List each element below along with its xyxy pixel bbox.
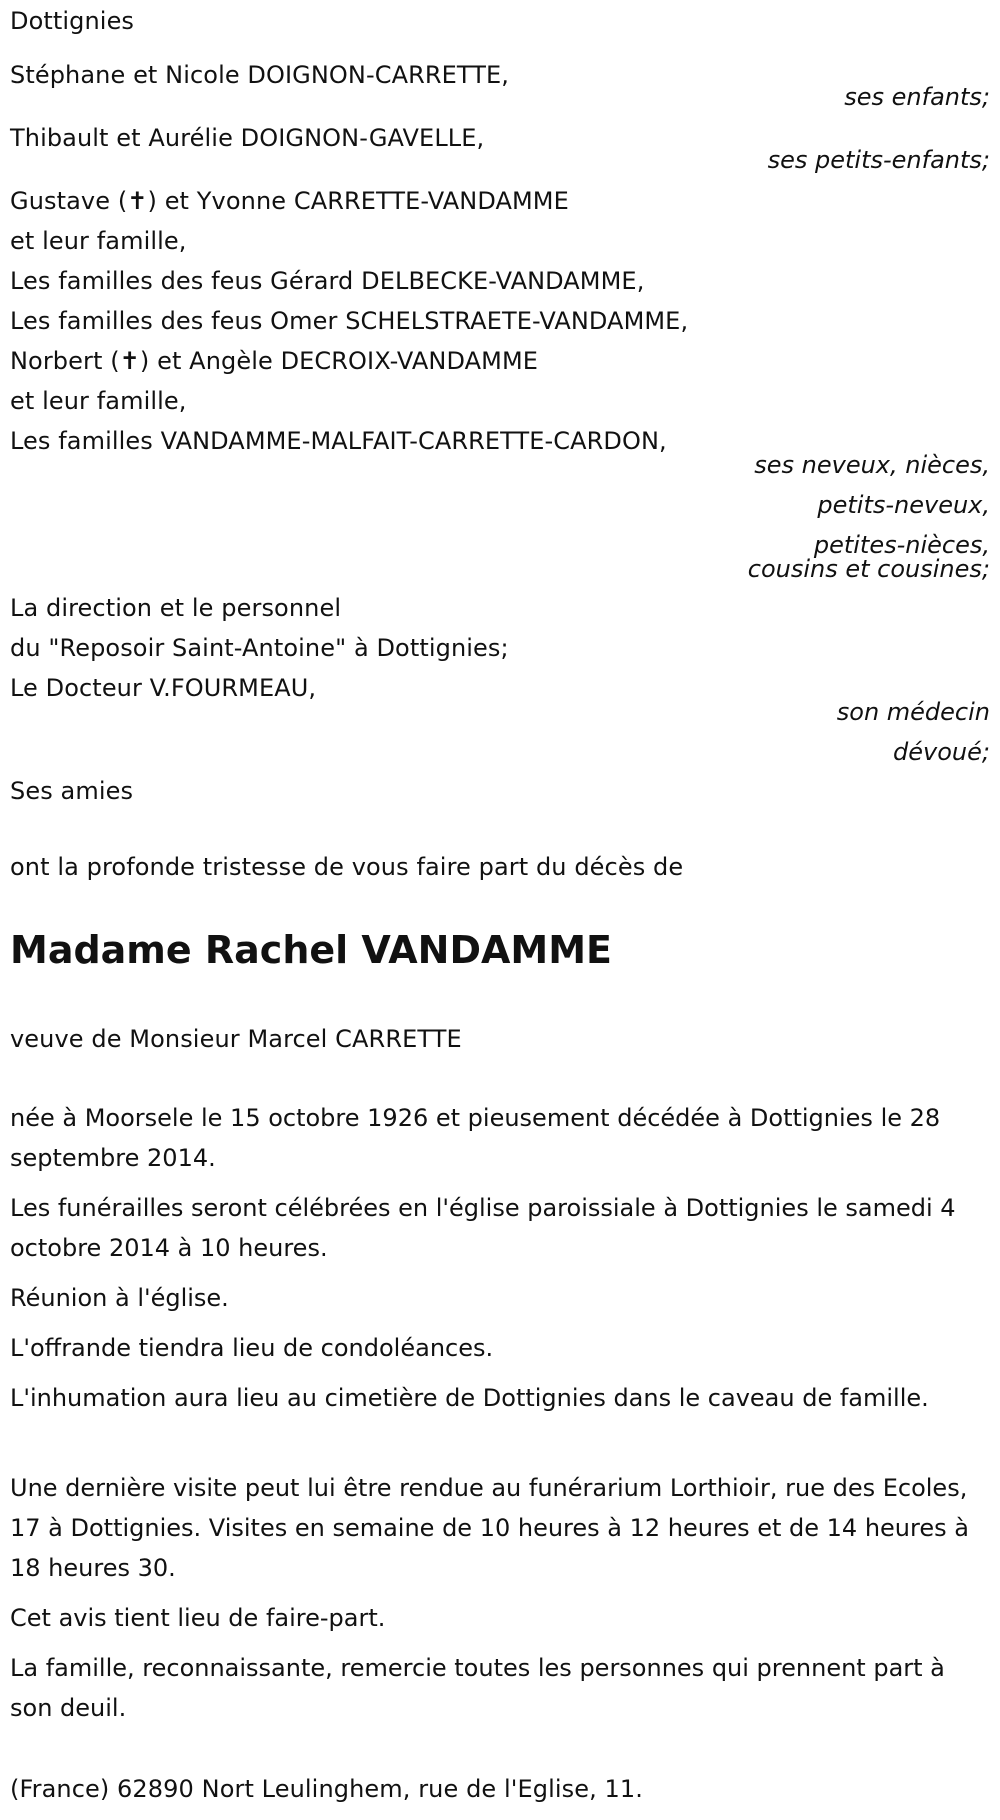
- family-line-children: Stéphane et Nicole DOIGNON-CARRETTE,: [10, 61, 510, 89]
- family-line-norbert-family: et leur famille,: [10, 387, 187, 415]
- relation-grand-nephews: petits-neveux,: [817, 491, 990, 519]
- family-line-gustave-family: et leur famille,: [10, 227, 187, 255]
- thanks-paragraph: La famille, reconnaissante, remercie toutes les personnes qui prennent part à son deuil.: [10, 1654, 945, 1722]
- family-line-direction: La direction et le personnel: [10, 594, 342, 622]
- meeting-paragraph: Réunion à l'église.: [10, 1284, 229, 1312]
- family-line-delbecke: Les familles des feus Gérard DELBECKE-VANDAMME,: [10, 267, 645, 295]
- location-heading: Dottignies: [10, 7, 135, 35]
- funeral-paragraph: Les funérailles seront célébrées en l'église paroissiale à Dottignies le samedi 4 octobre 2014 à 10 heures.: [10, 1194, 956, 1262]
- family-line-reposoir: du "Reposoir Saint-Antoine" à Dottignies;: [10, 634, 509, 662]
- notice-paragraph: Cet avis tient lieu de faire-part.: [10, 1604, 386, 1632]
- visit-paragraph: Une dernière visite peut lui être rendue au funérarium Lorthioir, rue des Ecoles, 17 à Dottignies. Visites en semaine de 10 heures à 12 heures et de 14 heures à 18 heures 30.: [10, 1474, 969, 1582]
- relation-cousins: cousins et cousines;: [747, 555, 990, 583]
- burial-paragraph: L'inhumation aura lieu au cimetière de Dottignies dans le caveau de famille.: [10, 1384, 929, 1412]
- family-line-doctor: Le Docteur V.FOURMEAU,: [10, 674, 317, 702]
- family-line-friends: Ses amies: [10, 777, 134, 805]
- relation-devoted: dévoué;: [893, 738, 990, 766]
- widow-of-text: veuve de Monsieur Marcel CARRETTE: [10, 1025, 462, 1053]
- offering-paragraph: L'offrande tiendra lieu de condoléances.: [10, 1334, 494, 1362]
- birth-death-paragraph: née à Moorsele le 15 octobre 1926 et pieusement décédée à Dottignies le 28 septembre 2014.: [10, 1104, 941, 1172]
- family-line-schelstraete: Les familles des feus Omer SCHELSTRAETE-VANDAMME,: [10, 307, 689, 335]
- relation-children: ses enfants;: [844, 83, 990, 111]
- family-line-gustave: Gustave (✝) et Yvonne CARRETTE-VANDAMME: [10, 187, 569, 215]
- relation-grand-nieces: petites-nièces,: [813, 531, 990, 559]
- deceased-name: Madame Rachel VANDAMME: [10, 928, 612, 972]
- family-line-vandamme-families: Les familles VANDAMME-MALFAIT-CARRETTE-CARDON,: [10, 427, 667, 455]
- family-line-grandchildren: Thibault et Aurélie DOIGNON-GAVELLE,: [10, 124, 485, 152]
- announcement-text: ont la profonde tristesse de vous faire part du décès de: [10, 853, 684, 881]
- relation-doctor: son médecin: [836, 698, 990, 726]
- family-line-norbert: Norbert (✝) et Angèle DECROIX-VANDAMME: [10, 347, 539, 375]
- relation-nephews: ses neveux, nièces,: [754, 451, 990, 479]
- address-line: (France) 62890 Nort Leulinghem, rue de l'Eglise, 11.: [10, 1775, 643, 1803]
- relation-grandchildren: ses petits-enfants;: [767, 146, 990, 174]
